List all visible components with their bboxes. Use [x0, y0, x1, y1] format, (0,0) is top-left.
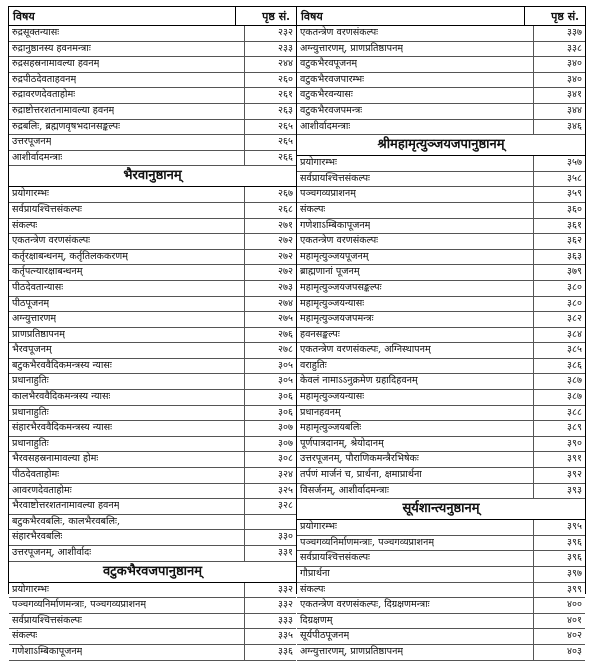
- entry-page-number: ३२४: [244, 468, 296, 483]
- contents-entry: [9, 484, 296, 500]
- contents-entry: [9, 421, 296, 437]
- entry-page-number: ३८९: [533, 421, 585, 436]
- entry-page-number: ३८२: [533, 312, 585, 327]
- contents-entry: [9, 406, 296, 422]
- entry-page-number: ३९५: [533, 520, 585, 535]
- entry-title: पीठदेवताहोमः: [12, 469, 60, 481]
- entry-page-number: २७५: [244, 312, 296, 327]
- contents-entry: [9, 187, 296, 203]
- entry-title: पीठदेवतान्यासः: [12, 281, 64, 293]
- entry-page-number: २६८: [244, 203, 296, 218]
- section-heading: भैरवानुष्ठानम्: [9, 166, 296, 187]
- entry-title: एकतन्त्रेण वरणसंकल्पः: [300, 27, 379, 38]
- entry-page-number: ३३७: [533, 26, 585, 41]
- contents-entry: [9, 297, 296, 313]
- contents-entry: [297, 120, 585, 136]
- entry-title: वटुकभैरवन्यासः: [300, 89, 353, 101]
- contents-list-right: [297, 26, 585, 661]
- contents-entry: [9, 328, 296, 344]
- left-column: [8, 6, 297, 657]
- contents-entry: [9, 645, 296, 661]
- contents-entry: [9, 42, 296, 58]
- entry-page-number: ३२८: [244, 499, 296, 514]
- entry-title: उत्तरपूजनम्, आशीर्वादः: [12, 547, 92, 558]
- entry-page-number: २७३: [244, 281, 296, 296]
- contents-entry: [297, 359, 585, 375]
- entry-title: गणेशाऽम्बिकापूजनम्: [300, 219, 371, 231]
- entry-title: एकतन्त्रेण वरणसंकल्पः: [12, 235, 91, 247]
- entry-title: वटुकभैरवजपमन्त्रः: [300, 104, 363, 116]
- contents-entry: [297, 265, 585, 281]
- contents-entry: [9, 629, 296, 645]
- entry-page-number: २६७: [244, 187, 296, 202]
- contents-entry: [297, 421, 585, 437]
- contents-entry: [9, 281, 296, 297]
- entry-page-number: २३२: [244, 26, 296, 41]
- entry-title: रुद्रपीठदेवताहवनम्: [12, 73, 77, 85]
- entry-title: प्राणप्रतिष्ठापनम्: [12, 328, 65, 340]
- entry-title: एकतन्त्रेण वरणसंकल्पः: [300, 235, 379, 247]
- entry-title: अग्न्युत्तारणम्, प्राणप्रतिष्ठापनम्: [300, 42, 404, 54]
- entry-page-number: ४००: [533, 598, 585, 613]
- entry-title: पूर्णपात्रदानम्, श्रेयोदानम्: [300, 437, 384, 449]
- contents-entry: [9, 57, 296, 73]
- contents-entry: [297, 343, 585, 359]
- contents-entry: [9, 104, 296, 120]
- contents-entry: [9, 234, 296, 250]
- entry-title: प्रयोगारम्भः: [12, 188, 49, 200]
- entry-title: संकल्पः: [12, 630, 38, 642]
- entry-page-number: ३८५: [533, 343, 585, 358]
- entry-title: संकल्पः: [12, 219, 38, 231]
- contents-entry: [297, 520, 585, 536]
- entry-page-number: २४४: [244, 57, 296, 72]
- contents-entry: [297, 629, 585, 645]
- entry-title: उत्तरपूजनम्: [12, 136, 52, 148]
- entry-page-number: ३९७: [533, 567, 585, 582]
- contents-entry: [297, 374, 585, 390]
- entry-title: सर्वप्रायश्चित्तसंकल्पः: [300, 552, 370, 564]
- entry-page-number: ३०५: [244, 359, 296, 374]
- entry-page-number: ३०७: [244, 437, 296, 452]
- contents-entry: [297, 468, 585, 484]
- contents-entry: [9, 437, 296, 453]
- entry-page-number: ३६१: [533, 219, 585, 234]
- contents-entry: [297, 88, 585, 104]
- entry-title: हवनसङ्कल्पः: [300, 328, 340, 340]
- entry-title: बटुकभैरववैदिकमन्त्रस्य न्यासः: [12, 359, 112, 371]
- contents-entry: [297, 57, 585, 73]
- entry-page-number: ३३१: [244, 546, 296, 561]
- entry-page-number: ३०६: [244, 406, 296, 421]
- entry-page-number: ३४०: [533, 57, 585, 72]
- contents-entry: [9, 598, 296, 614]
- entry-page-number: ३९६: [533, 536, 585, 551]
- entry-title: सर्वप्रायश्चित्तसंकल्पः: [12, 614, 82, 626]
- entry-page-number: ३३२: [244, 583, 296, 598]
- section-heading: सूर्यशान्त्यनुष्ठानम्: [297, 499, 585, 520]
- contents-entry: [297, 312, 585, 328]
- contents-entry: [9, 26, 296, 42]
- entry-title: आशीर्वादमन्त्राः: [300, 120, 351, 132]
- entry-page-number: ३८४: [533, 328, 585, 343]
- entry-page-number: ३८६: [533, 359, 585, 374]
- contents-entry: [9, 135, 296, 151]
- entry-title: रुद्रबलिः, ब्रह्मणवृषभदानसङ्कल्पः: [12, 120, 121, 132]
- contents-entry: [9, 312, 296, 328]
- entry-page-number: ३३८: [533, 42, 585, 57]
- entry-page-number: ३८७: [533, 374, 585, 389]
- contents-entry: [297, 567, 585, 583]
- entry-page-number: ३९१: [533, 452, 585, 467]
- entry-page-number: ३३३: [244, 614, 296, 629]
- entry-title: अग्न्युत्तारणम्, प्राणप्रतिष्ठापनम्: [300, 645, 404, 657]
- entry-title: भैरवाष्टोत्तरशतनामावल्या हवनम्: [12, 500, 120, 512]
- entry-page-number: ३९०: [533, 437, 585, 452]
- entry-page-number: [244, 515, 296, 530]
- entry-title: संकल्पः: [300, 583, 326, 595]
- entry-page-number: ३०७: [244, 421, 296, 436]
- entry-page-number: ३४६: [533, 120, 585, 135]
- contents-entry: [297, 614, 585, 630]
- page-number-heading: पृष्ठ सं.: [235, 7, 292, 25]
- entry-page-number: ३६०: [533, 203, 585, 218]
- entry-page-number: ३०८: [244, 452, 296, 467]
- entry-title: प्रधानाहुतिः: [12, 375, 49, 387]
- contents-entry: [297, 250, 585, 266]
- entry-page-number: ३८७: [533, 390, 585, 405]
- contents-entry: [9, 120, 296, 136]
- contents-entry: [297, 328, 585, 344]
- entry-title: कर्तृरक्षाबन्धनम्, कर्तृतिलककरणम्: [12, 250, 128, 262]
- entry-page-number: ३२५: [244, 484, 296, 499]
- column-header: [297, 6, 585, 26]
- entry-title: उत्तरपूजनम्, पौराणिकमन्त्रैरभिषेकः: [300, 453, 419, 465]
- entry-title: पञ्चगव्यनिर्माणमन्त्राः, पञ्चगव्यप्राशनम्: [300, 536, 435, 548]
- entry-title: प्रधानहवनम्: [300, 406, 341, 418]
- entry-page-number: ३३६: [244, 645, 296, 660]
- entry-title: सर्वप्रायश्चित्तसंकल्पः: [12, 203, 82, 215]
- entry-title: दिग्रक्षणम्: [300, 614, 333, 626]
- contents-entry: [297, 187, 585, 203]
- entry-page-number: ४०१: [533, 614, 585, 629]
- contents-entry: [9, 151, 296, 167]
- contents-entry: [297, 203, 585, 219]
- entry-title: रुद्रावरणदेवताहोमः: [12, 89, 76, 101]
- entry-title: प्रयोगारम्भः: [12, 583, 49, 595]
- entry-title: केवलं नामाऽऽनुक्रमेण ग्रहादिहवनम्: [300, 375, 418, 387]
- entry-title: संकल्पः: [300, 203, 326, 215]
- contents-entry: [297, 172, 585, 188]
- entry-page-number: ३८०: [533, 281, 585, 296]
- contents-entry: [297, 598, 585, 614]
- contents-entry: [9, 359, 296, 375]
- column-header: [9, 6, 296, 26]
- entry-page-number: २७१: [244, 219, 296, 234]
- entry-page-number: २६१: [244, 88, 296, 103]
- entry-page-number: ३९९: [533, 583, 585, 598]
- entry-title: गणेशाऽम्बिकापूजनम्: [12, 645, 83, 657]
- contents-entry: [9, 343, 296, 359]
- entry-page-number: २७८: [244, 343, 296, 358]
- entry-title: वटुकभैरवपूजनम्: [300, 58, 358, 70]
- section-heading: श्रीमहामृत्युञ्जयजपानुष्ठानम्: [297, 135, 585, 156]
- entry-title: वटुकभैरवजपारम्भः: [300, 73, 365, 85]
- entry-page-number: २६५: [244, 120, 296, 135]
- entry-page-number: २६५: [244, 135, 296, 150]
- entry-page-number: २७४: [244, 297, 296, 312]
- contents-entry: [9, 499, 296, 515]
- entry-page-number: ३८८: [533, 406, 585, 421]
- contents-entry: [9, 219, 296, 235]
- subject-heading: विषय: [13, 9, 35, 23]
- entry-title: सूर्यपीठपूजनम्: [300, 630, 350, 642]
- entry-page-number: ४०३: [533, 645, 585, 660]
- entry-page-number: ३६२: [533, 234, 585, 249]
- contents-entry: [297, 583, 585, 599]
- contents-entry: [9, 546, 296, 562]
- contents-entry: [297, 297, 585, 313]
- entry-page-number: ३४०: [533, 73, 585, 88]
- entry-page-number: ३८०: [533, 297, 585, 312]
- entry-title: रुद्रसूक्तन्यासः: [12, 27, 60, 38]
- entry-title: बटुकभैरवबलिः, कालभैरवबलिः,: [12, 515, 121, 527]
- entry-title: आवरणदेवताहोमः: [12, 484, 72, 496]
- contents-entry: [9, 73, 296, 89]
- entry-title: पञ्चगव्यनिर्माणमन्त्राः, पञ्चगव्यप्राशनम्: [12, 599, 147, 611]
- entry-page-number: ३५९: [533, 187, 585, 202]
- contents-entry: [9, 265, 296, 281]
- entry-title: प्रयोगारम्भः: [300, 521, 337, 533]
- entry-title: ब्राह्मणानां पूजनम्: [300, 266, 360, 278]
- contents-entry: [297, 484, 585, 500]
- entry-page-number: २६३: [244, 104, 296, 119]
- entry-title: महामृत्युञ्जयन्यासः: [300, 297, 365, 309]
- entry-page-number: ३७९: [533, 265, 585, 280]
- entry-page-number: ३९६: [533, 551, 585, 566]
- entry-title: आशीर्वादमन्त्राः: [12, 151, 63, 163]
- entry-page-number: ३३२: [244, 598, 296, 613]
- contents-entry: [9, 88, 296, 104]
- entry-title: पञ्चगव्यप्राशनम्: [300, 188, 356, 200]
- entry-page-number: २६०: [244, 73, 296, 88]
- contents-entry: [297, 437, 585, 453]
- contents-entry: [9, 530, 296, 546]
- contents-entry: [297, 219, 585, 235]
- page-number-heading: पृष्ठ सं.: [524, 7, 581, 25]
- contents-list-left: [9, 26, 296, 661]
- entry-title: एकतन्त्रेण वरणसंकल्पः, दिग्रक्षणमन्त्राः: [300, 599, 430, 611]
- right-column: [297, 6, 586, 657]
- entry-page-number: २७२: [244, 265, 296, 280]
- entry-title: प्रधानाहुतिः: [12, 406, 49, 418]
- entry-title: महामृत्युञ्जयबलिः: [300, 422, 362, 434]
- entry-title: रुद्रसहस्रनामावल्या हवनम्: [12, 58, 100, 70]
- contents-entry: [297, 281, 585, 297]
- entry-title: सर्वप्रायश्चित्तसंकल्पः: [300, 172, 370, 184]
- entry-title: महामृत्युञ्जयन्यासः: [300, 391, 365, 403]
- entry-page-number: ३५८: [533, 172, 585, 187]
- entry-title: संहारभैरवबलिः: [12, 531, 63, 543]
- entry-page-number: ३३०: [244, 530, 296, 545]
- entry-title: रुद्राष्टोत्तरशतनामावल्या हवनम्: [12, 104, 115, 116]
- contents-entry: [9, 515, 296, 531]
- entry-title: कर्तृपत्न्यारक्षाबन्धनम्: [12, 266, 83, 278]
- entry-title: महामृत्युञ्जयजपसङ्कल्पः: [300, 281, 382, 293]
- entry-page-number: ३३५: [244, 629, 296, 644]
- entry-title: महामृत्युञ्जयपूजनम्: [300, 250, 369, 262]
- entry-page-number: ३९३: [533, 484, 585, 499]
- entry-title: संहारभैरववैदिकमन्त्रस्य न्यासः: [12, 422, 113, 434]
- contents-entry: [9, 374, 296, 390]
- contents-entry: [297, 406, 585, 422]
- entry-page-number: ३०५: [244, 374, 296, 389]
- contents-entry: [9, 452, 296, 468]
- contents-entry: [9, 468, 296, 484]
- entry-title: कालभैरववैदिकमन्त्रस्य न्यासः: [12, 391, 111, 403]
- entry-title: गौप्रार्थना: [300, 568, 330, 579]
- entry-title: अग्न्युत्तारणम्: [12, 313, 57, 325]
- contents-entry: [297, 234, 585, 250]
- entry-page-number: ३९२: [533, 468, 585, 483]
- entry-title: पीठपूजनम्: [12, 297, 50, 309]
- entry-title: तर्पणं मार्जनं च, प्रार्थना, क्षमाप्रार्थना: [300, 469, 422, 481]
- entry-title: वराहुतिः: [300, 359, 327, 371]
- contents-entry: [297, 156, 585, 172]
- entry-page-number: ३४४: [533, 104, 585, 119]
- entry-page-number: २६६: [244, 151, 296, 166]
- contents-entry: [297, 73, 585, 89]
- contents-entry: [9, 390, 296, 406]
- entry-title: एकतन्त्रेण वरणसंकल्पः, अग्निस्थापनम्: [300, 344, 431, 356]
- contents-entry: [297, 104, 585, 120]
- entry-title: महामृत्युञ्जयजपमन्त्रः: [300, 313, 374, 325]
- entry-page-number: २७६: [244, 328, 296, 343]
- entry-page-number: २७२: [244, 250, 296, 265]
- contents-entry: [9, 583, 296, 599]
- contents-entry: [297, 645, 585, 661]
- subject-heading: विषय: [301, 9, 323, 23]
- entry-page-number: ३५७: [533, 156, 585, 171]
- contents-entry: [297, 42, 585, 58]
- entry-title: भैरवपूजनम्: [12, 344, 52, 356]
- contents-entry: [9, 203, 296, 219]
- contents-entry: [9, 614, 296, 630]
- contents-entry: [297, 390, 585, 406]
- entry-title: विसर्जनम्, आशीर्वादमन्त्राः: [300, 484, 389, 496]
- entry-page-number: २७२: [244, 234, 296, 249]
- entry-page-number: ४०२: [533, 629, 585, 644]
- contents-entry: [9, 250, 296, 266]
- entry-title: भैरवसहस्रनामावल्या होमः: [12, 453, 99, 465]
- contents-entry: [297, 452, 585, 468]
- entry-title: रुद्रानुष्ठानस्य हवनमन्त्राः: [12, 42, 91, 54]
- contents-entry: [297, 536, 585, 552]
- entry-page-number: ३६३: [533, 250, 585, 265]
- entry-page-number: ३०६: [244, 390, 296, 405]
- entry-page-number: २३३: [244, 42, 296, 57]
- entry-title: प्रयोगारम्भः: [300, 157, 337, 169]
- entry-page-number: ३४१: [533, 88, 585, 103]
- section-heading: वटुकभैरवजपानुष्ठानम्: [9, 562, 296, 583]
- contents-entry: [297, 551, 585, 567]
- entry-title: प्रधानाहुतिः: [12, 437, 49, 449]
- contents-entry: [297, 26, 585, 42]
